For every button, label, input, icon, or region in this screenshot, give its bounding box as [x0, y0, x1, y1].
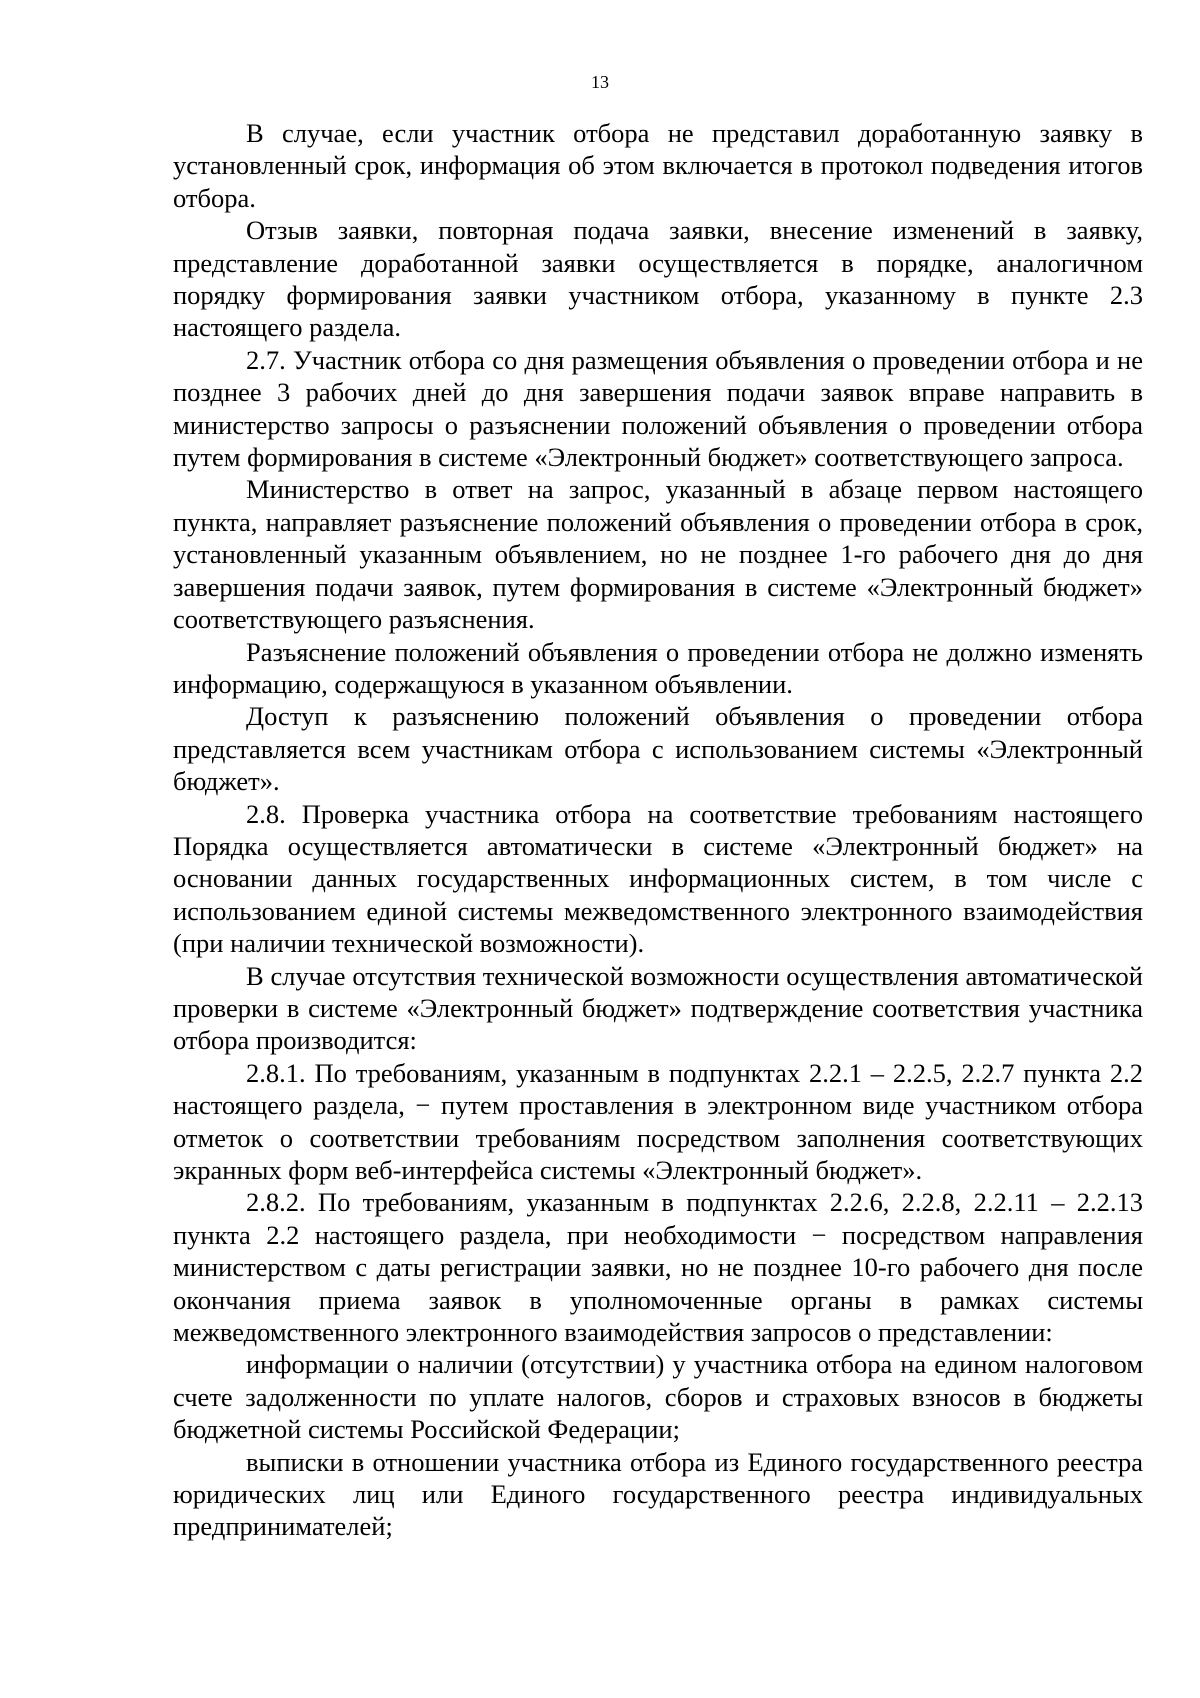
paragraph-registry-extract: выписки в отношении участника отбора из Единого государственного реестра юридических лиц или Единого государственного реестра индивидуальных предпринимателей;: [173, 1446, 1143, 1542]
paragraph-tax-debt-information: информации о наличии (отсутствии) у участника отбора на едином налоговом счете задолженности по уплате налогов, сборов и страховых взносов в бюджеты бюджетной системы Российской Федерации;: [173, 1349, 1143, 1445]
paragraph-2-8-verification: 2.8. Проверка участника отбора на соответствие требованиям настоящего Порядка осуществляется автоматически в системе «Электронный бюджет» на основании данных государственных информационных систем, в том числе с использованием единой системы межведомственного электронного взаимодействия (при наличии технической возможности).: [173, 798, 1143, 959]
paragraph-2-8-2-interagency-requests: 2.8.2. По требованиям, указанным в подпунктах 2.2.6, 2.2.8, 2.2.11 – 2.2.13 пункта 2.2 настоящего раздела, при необходимости − посредством направления министерством с даты регистрации заявки, но не позднее 10-го рабочего дня после окончания приема заявок в уполномоченные органы в рамках системы межведомственного электронного взаимодействия запросов о представлении:: [173, 1187, 1143, 1348]
page-number: 13: [591, 72, 609, 92]
paragraph-2-8-1-electronic-marks: 2.8.1. По требованиям, указанным в подпунктах 2.2.1 – 2.2.5, 2.2.7 пункта 2.2 настоящего раздела, − путем проставления в электронном виде участником отбора отметок о соответствии требованиям посредством заполнения соответствующих экранных форм веб-интерфейса системы «Электронный бюджет».: [173, 1057, 1143, 1185]
paragraph-clarification-limits: Разъяснение положений объявления о проведении отбора не должно изменять информацию, содержащуюся в указанном объявлении.: [173, 636, 1143, 699]
paragraph-clarification-access: Доступ к разъяснению положений объявления о проведении отбора представляется всем участникам отбора с использованием системы «Электронный бюджет».: [173, 701, 1143, 797]
paragraph-ministry-response: Министерство в ответ на запрос, указанный в абзаце первом настоящего пункта, направляет разъяснение положений объявления о проведении отбора в срок, установленный указанным объявлением, но не позднее 1-го рабочего дня до дня завершения подачи заявок, путем формирования в системе «Электронный бюджет» соответствующего разъяснения.: [173, 474, 1143, 635]
paragraph-2-7-clarification-request: 2.7. Участник отбора со дня размещения объявления о проведении отбора и не позднее 3 рабочих дней до дня завершения подачи заявок вправе направить в министерство запросы о разъяснении положений объявления о проведении отбора путем формирования в системе «Электронный бюджет» соответствующего запроса.: [173, 344, 1143, 473]
document-body: [173, 117, 1143, 1543]
paragraph-failure-to-submit: В случае, если участник отбора не представил доработанную заявку в установленный срок, информация об этом включается в протокол подведения итогов отбора.: [173, 118, 1143, 213]
paragraph-withdrawal-procedure: Отзыв заявки, повторная подача заявки, внесение изменений в заявку, представление доработанной заявки осуществляется в порядке, аналогичном порядку формирования заявки участником отбора, указанному в пункте 2.3 настоящего раздела.: [173, 215, 1143, 343]
paragraph-manual-confirmation: В случае отсутствия технической возможности осуществления автоматической проверки в системе «Электронный бюджет» подтверждение соответствия участника отбора производится:: [173, 960, 1143, 1056]
